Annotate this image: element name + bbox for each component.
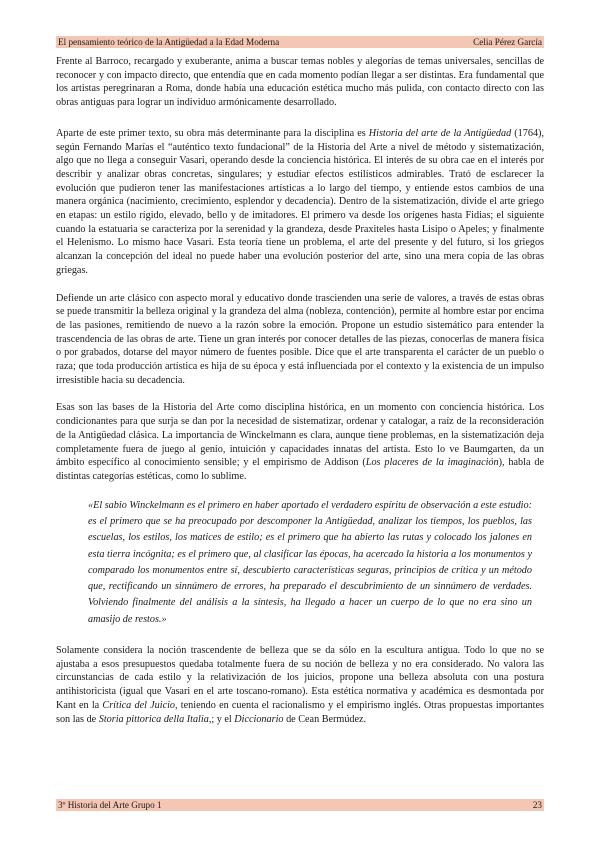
paragraph-4-text-a: Esas son las bases de la Historia del Arte como disciplina histórica, en un momento con conciencia histórica. Los condicionantes para que surja se dan por la necesidad de sistematizar, ordenar y catalogar, a raíz de la reconsideración de la Antigüedad clásica. La importancia de Winckelmann es clara, aunque tiene problemas, en la sistematización deja completamente fuera de juego al genio, intuición y capacidades innatas del artista. Esto lo ve Baumgarten, da un ámbito específico al conocimiento sensible; y el empirismo de Addison ( <box>56 402 544 469</box>
page-body <box>56 55 544 740</box>
page-number: 23 <box>532 800 542 810</box>
book-title-placeres-imaginacion: Los placeres de la imaginación <box>365 457 499 469</box>
page-header <box>56 36 544 48</box>
header-author: Celia Pérez García <box>473 37 542 47</box>
paragraph-5-text-a: Solamente considera la noción trascendente de belleza que se da sólo en la escultura antigua. Todo lo que no se ajustaba a esos presupuestos quedaba totalmente fuera de su noción de belleza y no era considerado. No valora las circunstancias de cada estilo y la relativización de los juicios, propone una belleza absoluta con una postura antihistoricista (igual que Vasari en el arte toscano-romano). Esta estética normativa y académica es desmontada por Kant en la <box>56 645 544 711</box>
paragraph-1: Frente al Barroco, recargado y exuberante, anima a buscar temas nobles y alegorías de temas universales, sencillas de reconocer y con impacto directo, que entendía que en cada momento podían llegar a ser distintas. Era fundamental que los artistas peregrinaran a Roma, donde había una educación estética mucho más pulida, con contacto directo con las obras antiguas para lograr un individuo armónicamente desarrollado. <box>56 56 544 109</box>
paragraph-2 <box>56 127 544 278</box>
block-quote: «El sabio Winckelmann es el primero en haber aportado el verdadero espíritu de observación a este estudio: es el primero que se ha preocupado por descomponer la Antigüedad, analizar los tiempos, los pueblos, las escuelas, los estilos, los matices de estilo; es el primero que ha abierto las rutas y colocado los jalones en esta tierra incógnita; es el primero que, al clasificar las épocas, ha acercado la historia a los monumentos y comparado los monumentos entre sí, descubierto características seguras, principios de crítica y un método que, rectificando un sinnúmero de errores, ha preparado el descubrimiento de un sinnúmero de verdades. Volviendo finalmente del análisis a la síntesis, ha llegado a hacer un cuerpo de lo que no era sino un amasijo de restos.» <box>88 499 532 625</box>
paragraph-4 <box>56 401 544 483</box>
book-title-diccionario: Diccionario <box>234 713 284 725</box>
book-title-critica-juicio: Crítica del Juicio <box>102 699 176 711</box>
paragraph-5-text-b: , teniendo en cuenta el racionalismo y el empirismo inglés. Otras propuestas importantes son las de <box>56 699 544 725</box>
book-title-historia-arte-antiguedad: Historia del arte de la Antigüedad <box>368 127 512 139</box>
paragraph-4-text-b: ), habla de distintas categorías estéticas, como lo sublime. <box>56 457 544 482</box>
footer-course: 3º Historia del Arte Grupo 1 <box>58 800 162 810</box>
paragraph-3: Defiende un arte clásico con aspecto moral y educativo donde trascienden una serie de valores, a través de estas obras se puede transmitir la belleza original y la grandeza del alma (nobleza, contención), permite al hombre estar por encima de las pasiones, remitiendo de nuevo a la razón sobre la emoción. Propone un estudio sistemático para entender la trascendencia de las obras de arte. Tiene un gran interés por conocer detalles de las piezas, conocerlas de manera física o por grabados, dotarse del mayor número de fuentes posible. Dice que el arte transparenta el carácter de un pueblo o raza; que toda producción artística es hija de su época y está influenciada por el contexto y la existencia de un impulso irresistible hacia su decadencia. <box>56 292 544 386</box>
book-title-storia-pittorica: Storia pittorica della Italia <box>98 713 209 725</box>
paragraph-5 <box>56 644 544 726</box>
paragraph-5-text-c: ,; y el <box>208 713 235 725</box>
paragraph-2-text-b: (1764), según Fernando Marías el “auténtico texto fundacional” de la Historia del Arte a nivel de método y sistematización, algo que no llega a conseguir Vasari, operando desde la conciencia histórica. El interés de su obra cae en el interés por describir y analizar obras concretas, singulares; y estudiar efectos estilísticos admirables. Trató de esclarecer la evolución que pudieron tener las manifestaciones artísticas a lo largo del tiempo, y entiende estos cambios de una manera orgánica (nacimiento, crecimiento, esplendor y decadencia). Dentro de la sistematización, divide el arte griego en etapas: un estilo rígido, elevado, bello y de imitadores. El primero va desde los orígenes hasta Fidias; el siguiente cuando la estatuaria se caracteriza por la serenidad y la grandeza, desde Praxiteles hasta Lisipo o Apeles; y finalmente el Helenismo. Lo mismo hace Vasari. Esta teoría tiene un problema, el arte del presente y del futuro, si los griegos alcanzan la concepción del ideal no puede haber una evolución posterior del arte, sino una mera copia de las obras griegas. <box>56 127 544 276</box>
page-footer <box>56 799 544 811</box>
paragraph-2-text-a: Aparte de este primer texto, su obra más determinante para la disciplina es <box>56 127 369 139</box>
header-title: El pensamiento teórico de la Antigüedad a la Edad Moderna <box>58 37 280 47</box>
paragraph-5-text-d: de Cean Bermúdez. <box>283 713 367 725</box>
